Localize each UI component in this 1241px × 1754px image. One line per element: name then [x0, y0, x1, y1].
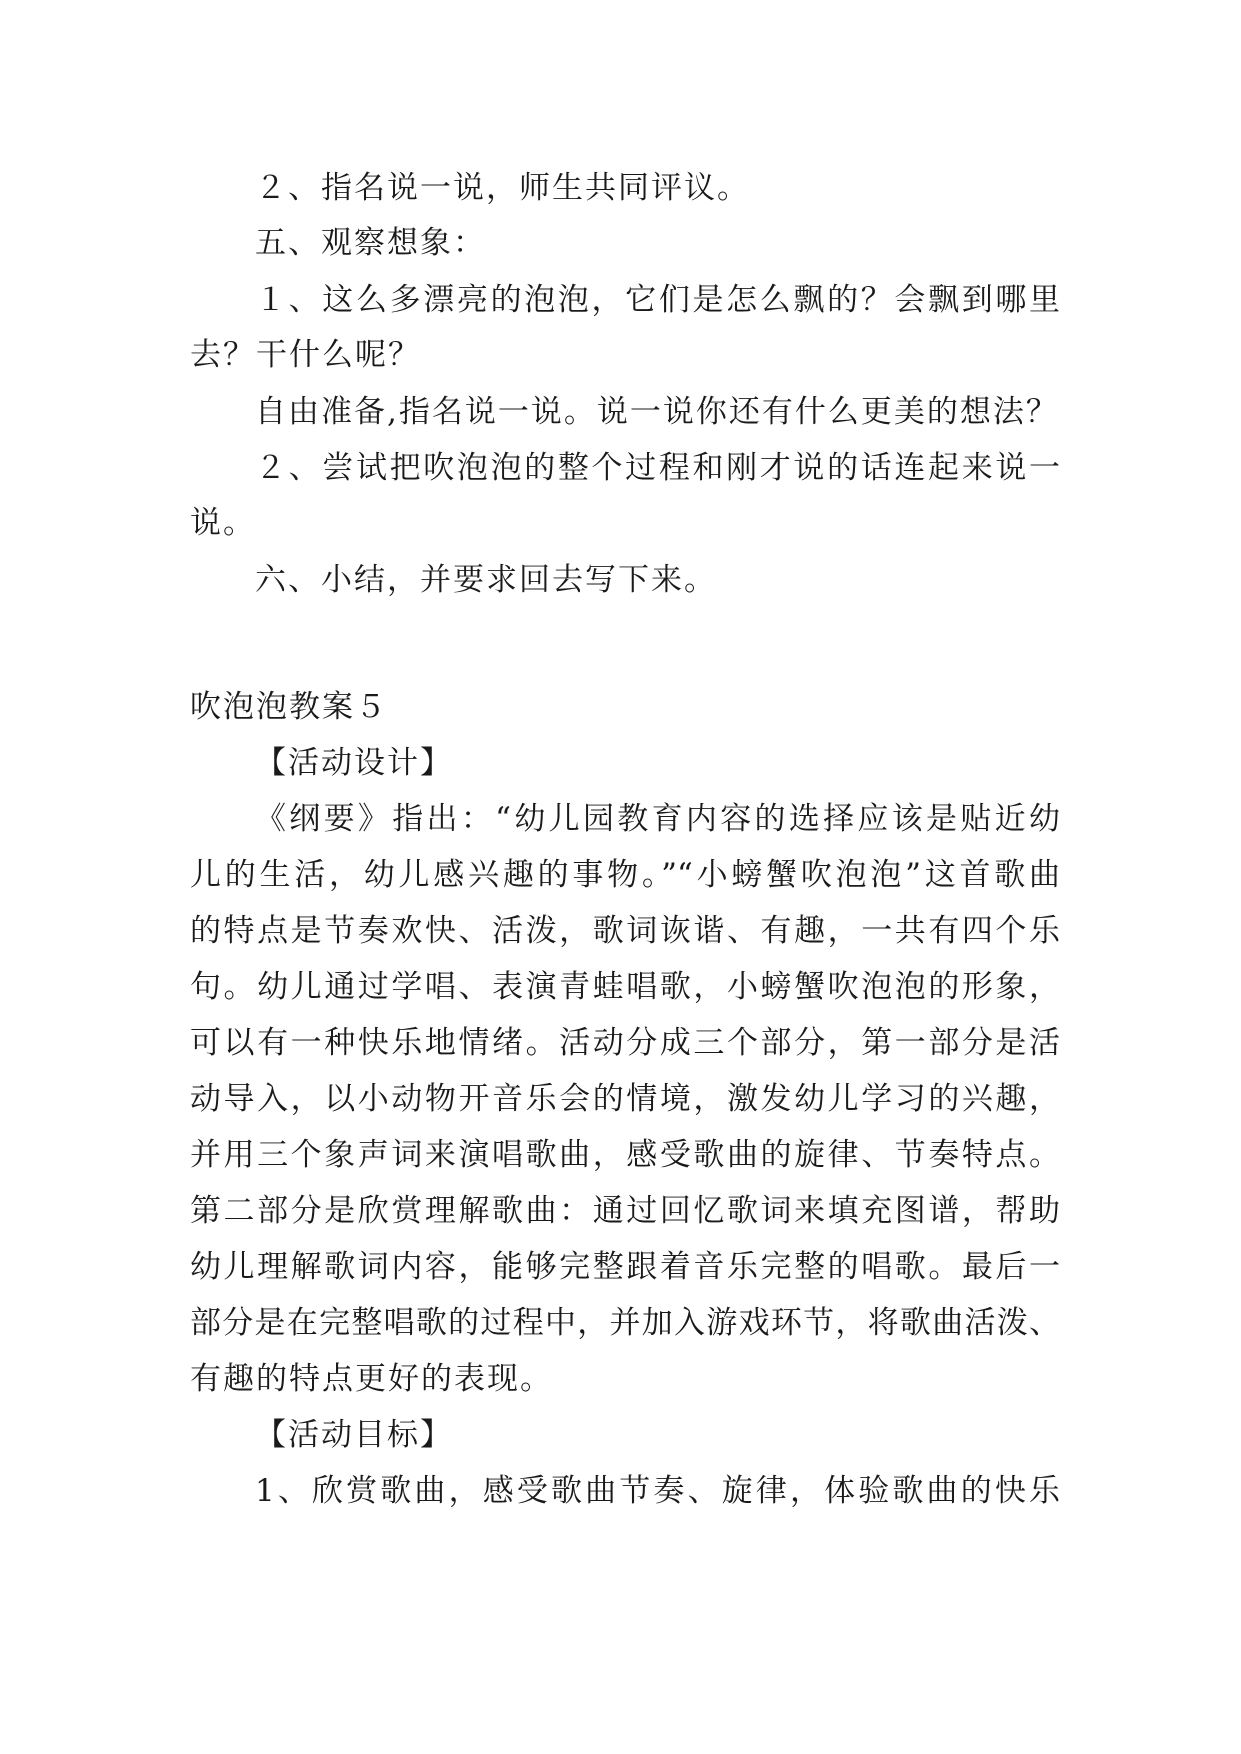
text-line: ２、尝试把吹泡泡的整个过程和刚才说的话连起来说一	[255, 450, 1060, 486]
text-line: 《纲要》指出：“幼儿园教育内容的选择应该是贴近幼	[255, 801, 1060, 837]
text-line: 儿的生活，幼儿感兴趣的事物。”“小螃蟹吹泡泡”这首歌曲	[190, 857, 1060, 893]
text-line: 有趣的特点更好的表现。	[190, 1361, 553, 1397]
text-line: 1、欣赏歌曲，感受歌曲节奏、旋律，体验歌曲的快乐	[255, 1473, 1060, 1509]
section-heading: 【活动设计】	[255, 745, 453, 781]
text-line: 动导入，以小动物开音乐会的情境，激发幼儿学习的兴趣，	[190, 1081, 1060, 1117]
text-line: 可以有一种快乐地情绪。活动分成三个部分，第一部分是活	[190, 1025, 1060, 1061]
text-line: 并用三个象声词来演唱歌曲，感受歌曲的旋律、节奏特点。	[190, 1137, 1060, 1173]
text-line: 的特点是节奏欢快、活泼，歌词诙谐、有趣，一共有四个乐	[190, 913, 1060, 949]
section-heading: 五、观察想象：	[255, 225, 486, 261]
text-line: 自由准备,指名说一说。说一说你还有什么更美的想法？	[255, 394, 1059, 430]
text-line: 去？干什么呢？	[190, 337, 421, 373]
text-line: 幼儿理解歌词内容，能够完整跟着音乐完整的唱歌。最后一	[190, 1249, 1060, 1285]
text-line: ２、指名说一说，师生共同评议。	[255, 170, 750, 206]
text-line: 部分是在完整唱歌的过程中，并加入游戏环节，将歌曲活泼、	[190, 1305, 1060, 1341]
text-line: １、这么多漂亮的泡泡，它们是怎么飘的？会飘到哪里	[255, 282, 1060, 318]
text-line: 说。	[190, 505, 256, 541]
document-title: 吹泡泡教案５	[190, 689, 388, 725]
section-heading: 六、小结，并要求回去写下来。	[255, 562, 717, 598]
text-line: 句。幼儿通过学唱、表演青蛙唱歌，小螃蟹吹泡泡的形象，	[190, 969, 1060, 1005]
section-heading: 【活动目标】	[255, 1417, 453, 1453]
text-line: 第二部分是欣赏理解歌曲：通过回忆歌词来填充图谱，帮助	[190, 1193, 1060, 1229]
